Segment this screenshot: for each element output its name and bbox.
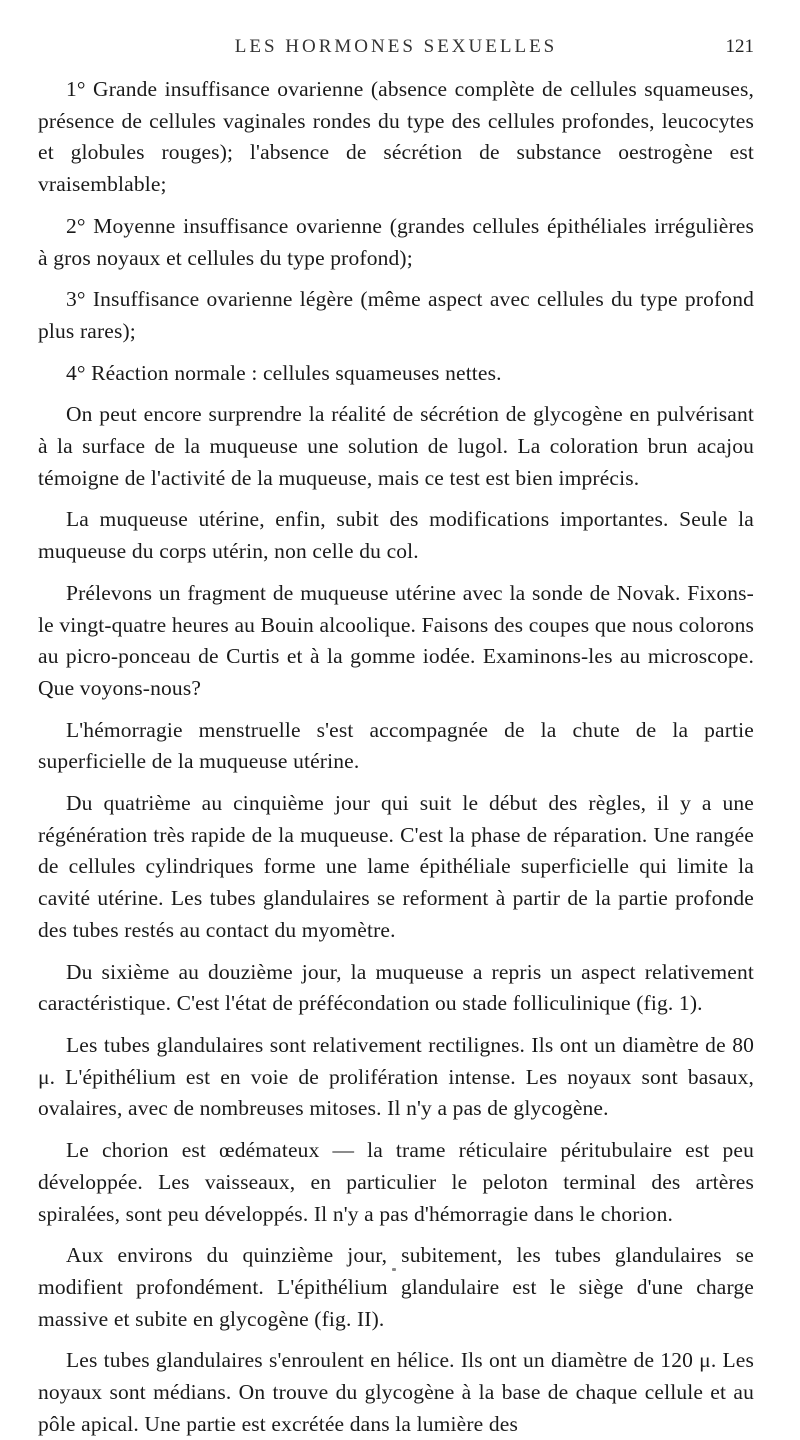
paragraph-quinzieme-jour: Aux environs du quinzième jour, subitement, les tubes glandulaires se modifient profondément. L'épithélium glandulaire est le siège d'une charge massive et subite en glycogène (fig. II). — [38, 1243, 754, 1331]
list-item-reaction-normale: 4° Réaction normale : cellules squameuses nettes. — [66, 360, 502, 385]
paragraph-tubes-rectilignes: Les tubes glandulaires sont relativement rectilignes. Ils ont un diamètre de 80 μ. L'épithélium est en voie de prolifération intense. Les noyaux sont basaux, ovalaires, avec de nombreuses mitoses. Il n'y a pas de glycogène. — [38, 1032, 754, 1121]
list-item-grande-insuffisance: 1° Grande insuffisance ovarienne (absence complète de cellules squameuses, présence de cellules vaginales rondes du type des cellules profondes, leucocytes et globules rouges); l'absence de sécrétion de substance oestrogène est vraisemblable; — [38, 77, 754, 197]
page-number: 121 — [725, 36, 754, 57]
paragraph-prefecondation: Du sixième au douzième jour, la muqueuse a repris un aspect relativement caractéristique. C'est l'état de préfécondation ou stade folliculinique (fig. 1). — [38, 959, 754, 1016]
list-item-insuffisance-legere: 3° Insuffisance ovarienne légère (même aspect avec cellules du type profond plus rares); — [38, 287, 754, 343]
paragraph-chorion: Le chorion est œdémateux — la trame réticulaire péritubulaire est peu développée. Les vaisseaux, en particulier le peloton terminal des artères spiralées, sont peu développés. Il n'y a pas d'hémorragie dans le chorion. — [38, 1138, 754, 1226]
running-title: LES HORMONES SEXUELLES — [234, 36, 558, 57]
list-item-moyenne-insuffisance: 2° Moyenne insuffisance ovarienne (grandes cellules épithéliales irrégulières à gros noyaux et cellules du type profond); — [38, 213, 754, 270]
paragraph-tubes-helice: Les tubes glandulaires s'enroulent en hélice. Ils ont un diamètre de 120 μ. Les noyaux sont médians. On trouve du glycogène à la base de chaque cellule et au pôle apical. Une partie est excrétée dans la lumière des — [38, 1348, 754, 1436]
paragraph-hemorragie: L'hémorragie menstruelle s'est accompagnée de la chute de la partie superficielle de la muqueuse utérine. — [38, 717, 754, 774]
paragraph-prelevement: Prélevons un fragment de muqueuse utérine avec la sonde de Novak. Fixons-le vingt-quatre heures au Bouin alcoolique. Faisons des coupes que nous colorons au picro-ponceau de Curtis et à la gomme iodée. Examinons-les au microscope. Que voyons-nous? — [38, 580, 754, 700]
paragraph-muqueuse-uterine: La muqueuse utérine, enfin, subit des modifications importantes. Seule la muqueuse du corps utérin, non celle du col. — [38, 507, 754, 564]
book-page — [38, 28, 754, 1436]
paragraph-glycogene-lugol: On peut encore surprendre la réalité de sécrétion de glycogène en pulvérisant à la surface de la muqueuse une solution de lugol. La coloration brun acajou témoigne de l'activité de la muqueuse, mais ce test est bien imprécis. — [38, 402, 754, 490]
page-speck — [392, 1268, 396, 1271]
running-header — [38, 28, 754, 68]
body-text — [38, 74, 754, 1440]
paragraph-regeneration: Du quatrième au cinquième jour qui suit le début des règles, il y a une régénération très rapide de la muqueuse. C'est la phase de réparation. Une rangée de cellules cylindriques forme une lame épithéliale superficielle qui limite la cavité utérine. Les tubes glandulaires se reforment à partir de la partie profonde des tubes restés au contact du myomètre. — [38, 791, 754, 942]
